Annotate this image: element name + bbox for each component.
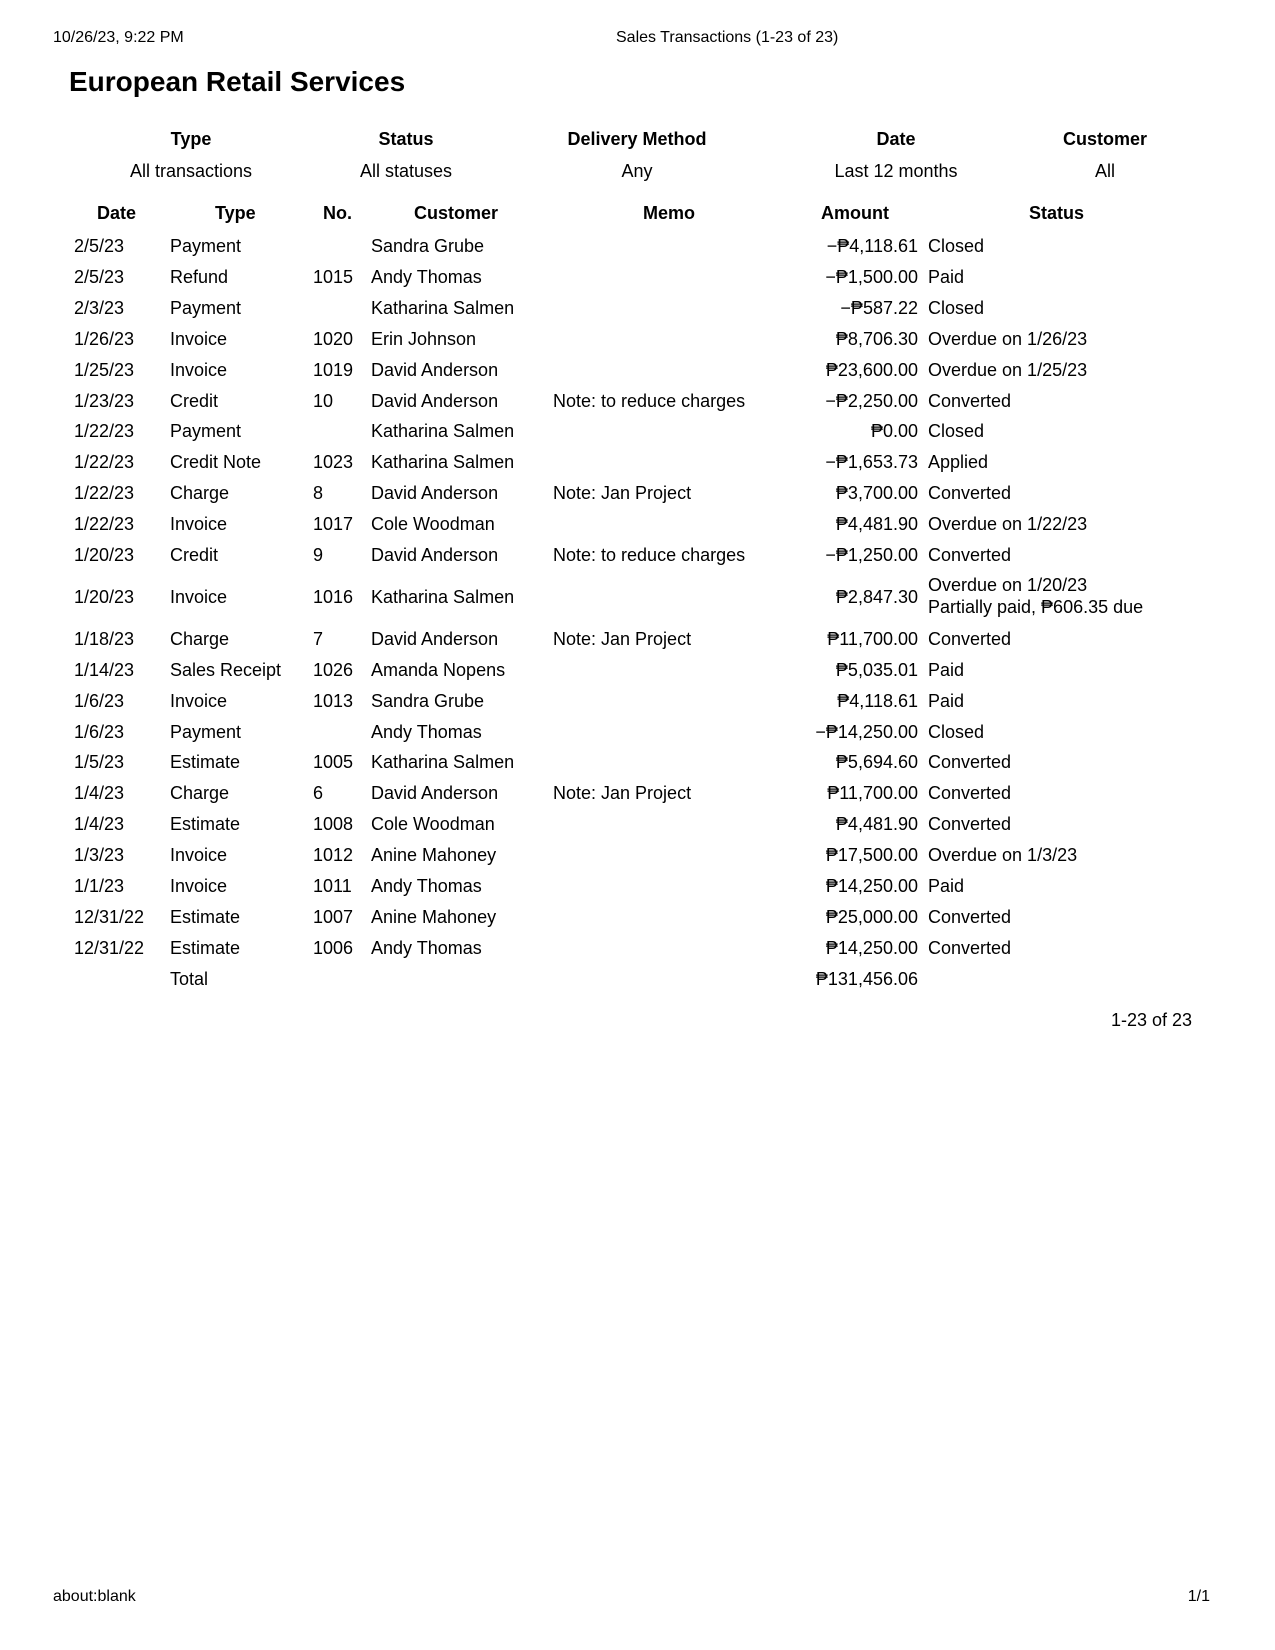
cell-amount: ₱3,700.00: [835, 483, 918, 504]
cell-memo: Note: Jan Project: [553, 483, 692, 504]
cell-no: 1015: [313, 266, 354, 287]
cell-type: Estimate: [170, 906, 241, 927]
cell-date: 1/18/23: [74, 628, 135, 649]
cell-date: 1/20/23: [74, 545, 135, 565]
cell-date: 1/6/23: [74, 690, 125, 711]
filter-date-label: Date: [876, 129, 916, 149]
cell-date: 1/22/23: [74, 483, 135, 504]
cell-customer: Cole Woodman: [371, 814, 495, 835]
cell-date: 1/1/23: [74, 876, 125, 896]
cell-customer: Andy Thomas: [371, 721, 482, 742]
cell-amount: −₱1,250.00: [825, 545, 918, 565]
cell-customer: David Anderson: [371, 483, 499, 504]
company-title: European Retail Services: [69, 66, 406, 97]
cell-no: 1005: [313, 752, 354, 773]
cell-status: Paid: [928, 690, 965, 711]
cell-date: 12/31/22: [74, 906, 145, 927]
cell-status: Converted: [928, 783, 1012, 804]
cell-status: Closed: [928, 721, 985, 742]
cell-date: 2/5/23: [74, 266, 125, 287]
cell-date: 1/26/23: [74, 328, 135, 349]
col-header-type[interactable]: Type: [215, 203, 256, 223]
cell-customer: Katharina Salmen: [371, 297, 515, 318]
cell-amount: ₱11,700.00: [827, 628, 918, 649]
cell-memo: Note: to reduce charges: [553, 545, 746, 565]
cell-no: 1013: [313, 690, 354, 711]
print-doc-title: Sales Transactions (1-23 of 23): [616, 29, 839, 46]
cell-type: Credit: [170, 390, 219, 411]
cell-memo: Note: Jan Project: [553, 628, 692, 649]
cell-customer: Katharina Salmen: [371, 421, 515, 442]
filter-type-label: Type: [170, 129, 212, 149]
cell-status: Converted: [928, 545, 1012, 565]
filter-date-value[interactable]: Last 12 months: [834, 161, 958, 181]
cell-no: 8: [313, 483, 324, 504]
cell-date: 1/20/23: [74, 586, 135, 607]
cell-date: 1/25/23: [74, 359, 135, 380]
cell-amount: ₱5,035.01: [835, 659, 918, 680]
cell-type: Sales Receipt: [170, 659, 282, 680]
cell-amount: −₱1,653.73: [825, 452, 918, 473]
cell-amount: ₱14,250.00: [825, 937, 918, 958]
filter-customer-label: Customer: [1062, 129, 1147, 149]
cell-no: 1011: [313, 876, 352, 896]
cell-type: Charge: [170, 783, 230, 804]
cell-no: 1017: [313, 514, 354, 535]
cell-amount: ₱8,706.30: [835, 328, 918, 349]
cell-type: Payment: [170, 421, 242, 442]
cell-amount: ₱14,250.00: [825, 876, 918, 896]
total-amount: ₱131,456.06: [815, 968, 918, 989]
col-header-date[interactable]: Date: [97, 203, 137, 223]
filter-status-label: Status: [378, 129, 434, 149]
cell-status: Converted: [928, 906, 1012, 927]
col-header-customer[interactable]: Customer: [414, 203, 499, 223]
cell-customer: Andy Thomas: [371, 876, 482, 896]
cell-customer: David Anderson: [371, 628, 499, 649]
cell-date: 1/22/23: [74, 514, 135, 535]
cell-status: Paid: [928, 876, 965, 896]
cell-amount: −₱2,250.00: [825, 390, 918, 411]
cell-amount: ₱4,481.90: [835, 814, 918, 835]
cell-type: Invoice: [170, 845, 228, 866]
cell-status: Paid: [928, 266, 965, 287]
cell-customer: David Anderson: [371, 783, 499, 804]
cell-no: 9: [313, 545, 324, 565]
cell-type: Invoice: [170, 586, 228, 607]
cell-customer: Cole Woodman: [371, 514, 495, 535]
cell-customer: Katharina Salmen: [371, 586, 515, 607]
cell-type: Invoice: [170, 876, 228, 896]
cell-no: 1016: [313, 586, 354, 607]
cell-type: Estimate: [170, 814, 241, 835]
cell-customer: Sandra Grube: [371, 690, 485, 711]
cell-date: 2/3/23: [74, 297, 125, 318]
cell-no: 1026: [313, 659, 354, 680]
cell-no: 1023: [313, 452, 354, 473]
cell-date: 1/22/23: [74, 452, 135, 473]
cell-amount: ₱11,700.00: [827, 783, 918, 804]
cell-type: Payment: [170, 236, 242, 256]
cell-date: 2/5/23: [74, 236, 125, 256]
filter-customer-value[interactable]: All: [1094, 161, 1115, 181]
cell-amount: ₱5,694.60: [835, 752, 918, 773]
col-header-amount[interactable]: Amount: [821, 203, 889, 223]
filter-delivery-value[interactable]: Any: [621, 161, 653, 181]
cell-type: Estimate: [170, 937, 241, 958]
cell-status: Closed: [928, 421, 985, 442]
cell-amount: ₱25,000.00: [825, 906, 918, 927]
cell-no: 6: [313, 783, 324, 804]
cell-date: 1/14/23: [74, 659, 135, 680]
cell-amount: ₱4,118.61: [837, 690, 918, 711]
cell-amount: ₱0.00: [870, 421, 918, 442]
cell-customer: Anine Mahoney: [371, 845, 497, 866]
cell-status: Overdue on 1/3/23: [928, 845, 1078, 866]
cell-status: Converted: [928, 752, 1012, 773]
cell-status: Closed: [928, 236, 985, 256]
cell-date: 1/5/23: [74, 752, 125, 773]
cell-memo: Note: Jan Project: [553, 783, 692, 804]
cell-no: 1006: [313, 937, 354, 958]
cell-amount: −₱14,250.00: [815, 721, 918, 742]
cell-type: Invoice: [170, 690, 228, 711]
cell-amount: −₱587.22: [840, 297, 918, 318]
cell-customer: Katharina Salmen: [371, 452, 515, 473]
cell-amount: −₱4,118.61: [826, 236, 918, 256]
filter-status-value[interactable]: All statuses: [359, 161, 453, 181]
cell-amount: −₱1,500.00: [825, 266, 918, 287]
cell-no: 1012: [313, 845, 354, 866]
cell-amount: ₱17,500.00: [825, 845, 918, 866]
col-header-memo[interactable]: Memo: [643, 203, 696, 223]
cell-date: 1/22/23: [74, 421, 135, 442]
cell-type: Payment: [170, 297, 242, 318]
cell-type: Invoice: [170, 359, 228, 380]
cell-no: 1008: [313, 814, 354, 835]
cell-date: 1/23/23: [74, 390, 135, 411]
cell-customer: David Anderson: [371, 545, 499, 565]
cell-status: Applied: [928, 452, 989, 473]
cell-customer: Amanda Nopens: [371, 659, 506, 680]
print-page-number: 1/1: [1187, 1588, 1210, 1605]
cell-date: 1/4/23: [74, 814, 125, 835]
cell-amount: ₱23,600.00: [825, 359, 918, 380]
total-label: Total: [170, 968, 209, 989]
cell-customer: Katharina Salmen: [371, 752, 515, 773]
cell-status: Overdue on 1/22/23: [928, 514, 1088, 535]
print-datetime: 10/26/23, 9:22 PM: [53, 29, 184, 46]
cell-type: Invoice: [170, 514, 228, 535]
cell-status: Closed: [928, 297, 985, 318]
cell-no: 1019: [313, 359, 354, 380]
filter-delivery-label: Delivery Method: [567, 129, 707, 149]
cell-customer: Erin Johnson: [371, 328, 477, 349]
cell-type: Credit: [170, 545, 219, 565]
cell-date: 1/6/23: [74, 721, 125, 742]
print-url: about:blank: [53, 1588, 136, 1605]
cell-no: 7: [313, 628, 324, 649]
cell-status: Converted: [928, 628, 1012, 649]
cell-type: Payment: [170, 721, 242, 742]
cell-type: Credit Note: [170, 452, 262, 473]
cell-type: Refund: [170, 266, 229, 287]
cell-type: Charge: [170, 628, 230, 649]
cell-no: 1007: [313, 906, 354, 927]
cell-customer: David Anderson: [371, 359, 499, 380]
cell-status: Overdue on 1/26/23: [928, 328, 1088, 349]
cell-date: 12/31/22: [74, 937, 145, 958]
col-header-status[interactable]: Status: [1029, 203, 1085, 223]
cell-status: Overdue on 1/20/23: [928, 574, 1088, 595]
cell-customer: Andy Thomas: [371, 266, 482, 287]
cell-customer: Sandra Grube: [371, 236, 485, 256]
cell-status: Converted: [928, 814, 1012, 835]
cell-amount: ₱2,847.30: [835, 586, 918, 607]
cell-customer: Anine Mahoney: [371, 906, 497, 927]
cell-type: Invoice: [170, 328, 228, 349]
cell-no: 10: [313, 390, 334, 411]
cell-memo: Note: to reduce charges: [553, 390, 746, 411]
cell-customer: David Anderson: [371, 390, 499, 411]
pagination-label: 1-23 of 23: [1110, 1009, 1192, 1030]
col-header-no[interactable]: No.: [323, 203, 352, 223]
cell-no: 1020: [313, 328, 354, 349]
cell-status: Paid: [928, 659, 965, 680]
cell-date: 1/4/23: [74, 783, 125, 804]
cell-date: 1/3/23: [74, 845, 125, 866]
cell-status: Converted: [928, 483, 1012, 504]
cell-status: Converted: [928, 937, 1012, 958]
cell-type: Charge: [170, 483, 230, 504]
cell-customer: Andy Thomas: [371, 937, 482, 958]
cell-status-detail: Partially paid, ₱606.35 due: [928, 596, 1144, 617]
filter-type-value[interactable]: All transactions: [129, 161, 253, 181]
cell-type: Estimate: [170, 752, 241, 773]
cell-status: Overdue on 1/25/23: [928, 359, 1088, 380]
cell-status: Converted: [928, 390, 1012, 411]
cell-amount: ₱4,481.90: [835, 514, 918, 535]
